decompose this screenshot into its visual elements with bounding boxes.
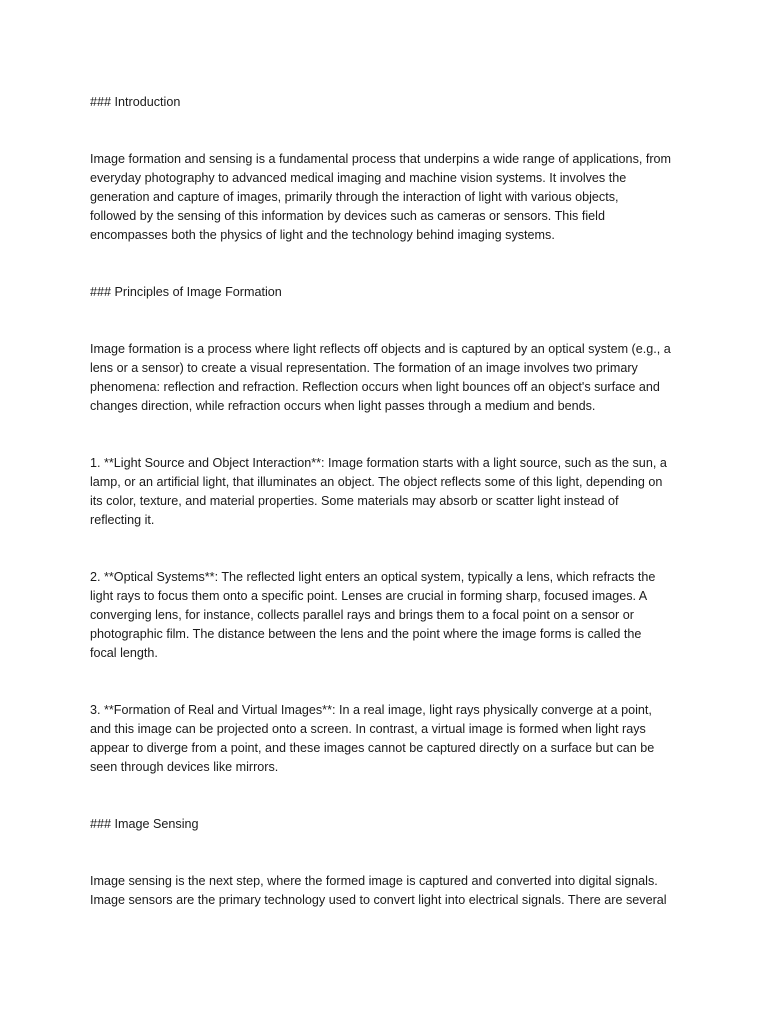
text-line: encompasses both the physics of light and the technology behind imaging systems. [90, 228, 555, 242]
text-line: 3. **Formation of Real and Virtual Images**: In a real image, light rays physically converge at a point, [90, 703, 652, 717]
text-line: Image sensors are the primary technology used to convert light into electrical signals. There are several [90, 893, 667, 907]
text-line: photographic film. The distance between the lens and the point where the image forms is called the [90, 627, 642, 641]
text-line: ### Image Sensing [90, 817, 199, 831]
text-line: light rays to focus them onto a specific point. Lenses are crucial in forming sharp, focused images. A [90, 589, 648, 603]
text-line: lens or a sensor) to create a visual representation. The formation of an image involves two primary [90, 361, 638, 375]
text-line: reflecting it. [90, 513, 155, 527]
section-heading-introduction [90, 93, 690, 112]
block-spacer [90, 663, 690, 701]
block-spacer [90, 777, 690, 815]
text-line: generation and capture of images, primarily through the interaction of light with various objects, [90, 190, 619, 204]
text-line: appear to diverge from a point, and these images cannot be captured directly on a surface but can be [90, 741, 655, 755]
paragraph-principles [90, 340, 690, 416]
text-line: everyday photography to advanced medical imaging and machine vision systems. It involves the [90, 171, 627, 185]
block-spacer [90, 245, 690, 283]
text-line: and this image can be projected onto a screen. In contrast, a virtual image is formed when light rays [90, 722, 646, 736]
text-line: lamp, or an artificial light, that illuminates an object. The object reflects some of this light, depending on [90, 475, 663, 489]
block-spacer [90, 416, 690, 454]
block-spacer [90, 112, 690, 150]
text-line: focal length. [90, 646, 158, 660]
text-line: Image formation and sensing is a fundamental process that underpins a wide range of applications, from [90, 152, 672, 166]
text-line: ### Principles of Image Formation [90, 285, 282, 299]
paragraph-image-sensing [90, 872, 690, 910]
text-line: followed by the sensing of this information by devices such as cameras or sensors. This field [90, 209, 605, 223]
text-line: ### Introduction [90, 95, 181, 109]
text-line: its color, texture, and material properties. Some materials may absorb or scatter light instead of [90, 494, 619, 508]
text-line: 2. **Optical Systems**: The reflected light enters an optical system, typically a lens, which refracts the [90, 570, 656, 584]
list-item-real-virtual-images [90, 701, 690, 777]
list-item-optical-systems [90, 568, 690, 663]
document-page [90, 93, 690, 910]
text-line: changes direction, while refraction occurs when light passes through a medium and bends. [90, 399, 596, 413]
text-line: converging lens, for instance, collects parallel rays and brings them to a focal point on a sensor or [90, 608, 634, 622]
text-line: Image formation is a process where light reflects off objects and is captured by an optical system (e.g., a [90, 342, 671, 356]
list-item-light-source [90, 454, 690, 530]
text-line: seen through devices like mirrors. [90, 760, 279, 774]
text-line: phenomena: reflection and refraction. Reflection occurs when light bounces off an object's surface and [90, 380, 660, 394]
block-spacer [90, 530, 690, 568]
text-line: 1. **Light Source and Object Interaction**: Image formation starts with a light source, such as the sun, a [90, 456, 667, 470]
block-spacer [90, 834, 690, 872]
paragraph-introduction [90, 150, 690, 245]
block-spacer [90, 302, 690, 340]
section-heading-principles [90, 283, 690, 302]
section-heading-image-sensing [90, 815, 690, 834]
text-line: Image sensing is the next step, where the formed image is captured and converted into digital signals. [90, 874, 658, 888]
